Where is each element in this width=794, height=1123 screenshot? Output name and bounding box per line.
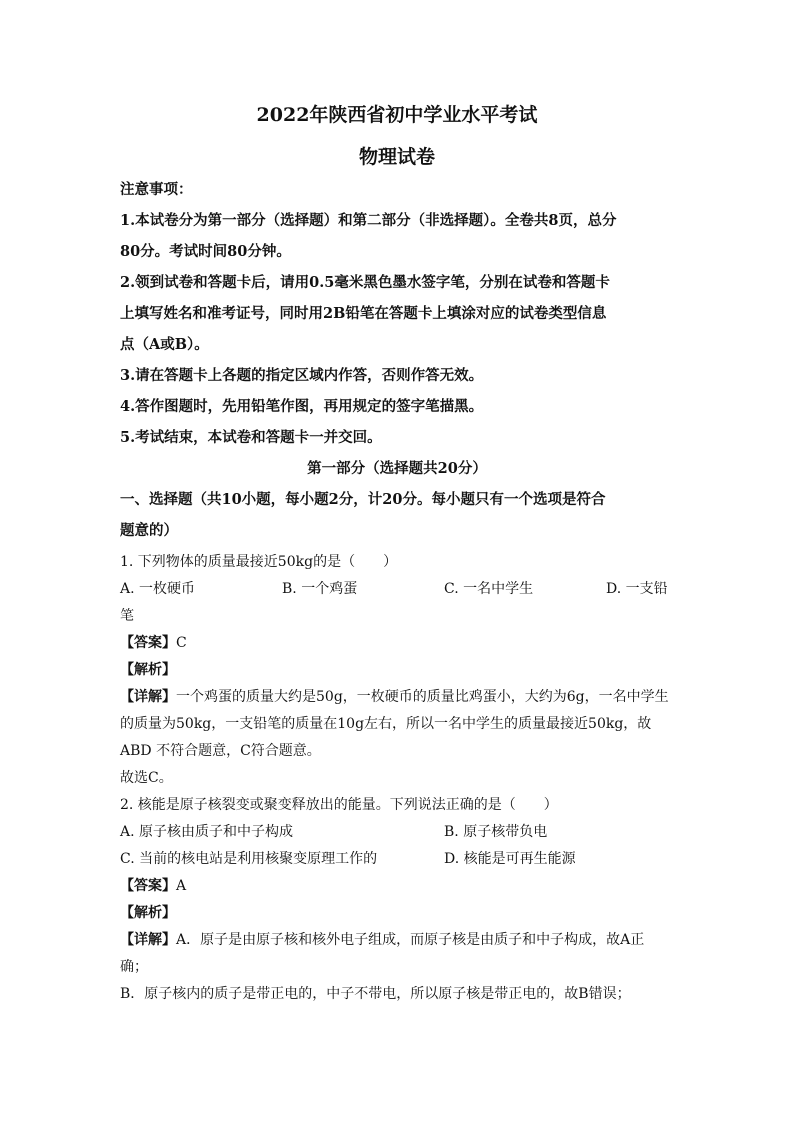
q2-option-d: D. 核能是可再生能源: [444, 851, 576, 867]
q1-option-a: A. 一枚硬币: [120, 581, 196, 597]
analysis-tag: 【解析】: [120, 905, 176, 921]
part1-heading: 第一部分（选择题共20分）: [307, 460, 487, 477]
notice-item-1b: 80分。考试时间80分钟。: [120, 243, 291, 260]
q2-detail-c: B．原子核内的质子是带正电的，中子不带电，所以原子核是带正电的，故B错误；: [120, 986, 631, 1002]
q2-detail-a: 【详解】A．原子是由原子核和核外电子组成，而原子核是由质子和中子构成，故A正: [120, 932, 645, 948]
q2-option-a: A. 原子核由质子和中子构成: [120, 824, 294, 840]
q1-option-c: C. 一名中学生: [444, 581, 534, 597]
q1-answer: [120, 633, 680, 653]
q2-option-c: C. 当前的核电站是利用核聚变原理工作的: [120, 851, 378, 867]
analysis-tag: 【解析】: [120, 662, 176, 678]
q2-option-b: B. 原子核带负电: [444, 824, 548, 840]
section-heading-a: 一、选择题（共10小题，每小题2分，计20分。每小题只有一个选项是符合: [120, 491, 606, 508]
q1-option-b: B. 一个鸡蛋: [282, 581, 358, 597]
notice-item-4: 4.答作图题时，先用铅笔作图，再用规定的签字笔描黑。: [120, 398, 484, 415]
notice-item-2b: 上填写姓名和准考证号，同时用2B铅笔在答题卡上填涂对应的试卷类型信息: [120, 305, 607, 322]
section-heading-b: 题意的）: [120, 522, 178, 539]
notice-item-3: 3.请在答题卡上各题的指定区域内作答，否则作答无效。: [120, 367, 484, 384]
q2-stem: 2. 核能是原子核裂变或聚变释放出的能量。下列说法正确的是（ ）: [120, 797, 558, 813]
q1-detail-a: 【详解】一个鸡蛋的质量大约是50g，一枚硬币的质量比鸡蛋小，大约为6g，一名中学生: [120, 689, 669, 705]
q1-stem: 1. 下列物体的质量最接近50kg的是（ ）: [120, 554, 398, 570]
exam-subtitle: 物理试卷: [358, 146, 435, 168]
notice-item-5: 5.考试结束，本试卷和答题卡一并交回。: [120, 429, 382, 446]
q1-conclusion: 故选C。: [120, 770, 173, 786]
q1-detail-b: 的质量为50kg，一支铅笔的质量在10g左右，所以一名中学生的质量最接近50kg，故: [120, 716, 652, 732]
exam-title: 2022年陕西省初中学业水平考试: [256, 104, 538, 126]
notice-heading: 注意事项：: [120, 181, 193, 198]
notice-item-2c: 点（A或B）。: [120, 336, 209, 353]
q1-analysis: [120, 660, 680, 680]
q1-option-d: D. 一支铅: [606, 581, 668, 597]
q2-answer: [120, 876, 680, 896]
answer-tag: 【答案】: [120, 878, 176, 894]
q2-analysis: [120, 903, 680, 923]
q2-answer-value: A: [176, 878, 187, 894]
answer-tag: 【答案】: [120, 635, 176, 651]
q1-answer-value: C: [176, 635, 187, 651]
notice-item-1a: 1.本试卷分为第一部分（选择题）和第二部分（非选择题）。全卷共8页，总分: [120, 212, 617, 229]
q1-option-d-cont: 笔: [120, 608, 134, 624]
notice-item-2a: 2.领到试卷和答题卡后，请用0.5毫米黑色墨水签字笔，分别在试卷和答题卡: [120, 274, 610, 291]
detail-tag: 【详解】: [120, 689, 176, 705]
q2-detail-b: 确；: [120, 959, 148, 975]
q1-detail-c: ABD 不符合题意，C符合题意。: [120, 743, 321, 759]
detail-tag: 【详解】: [120, 932, 176, 948]
